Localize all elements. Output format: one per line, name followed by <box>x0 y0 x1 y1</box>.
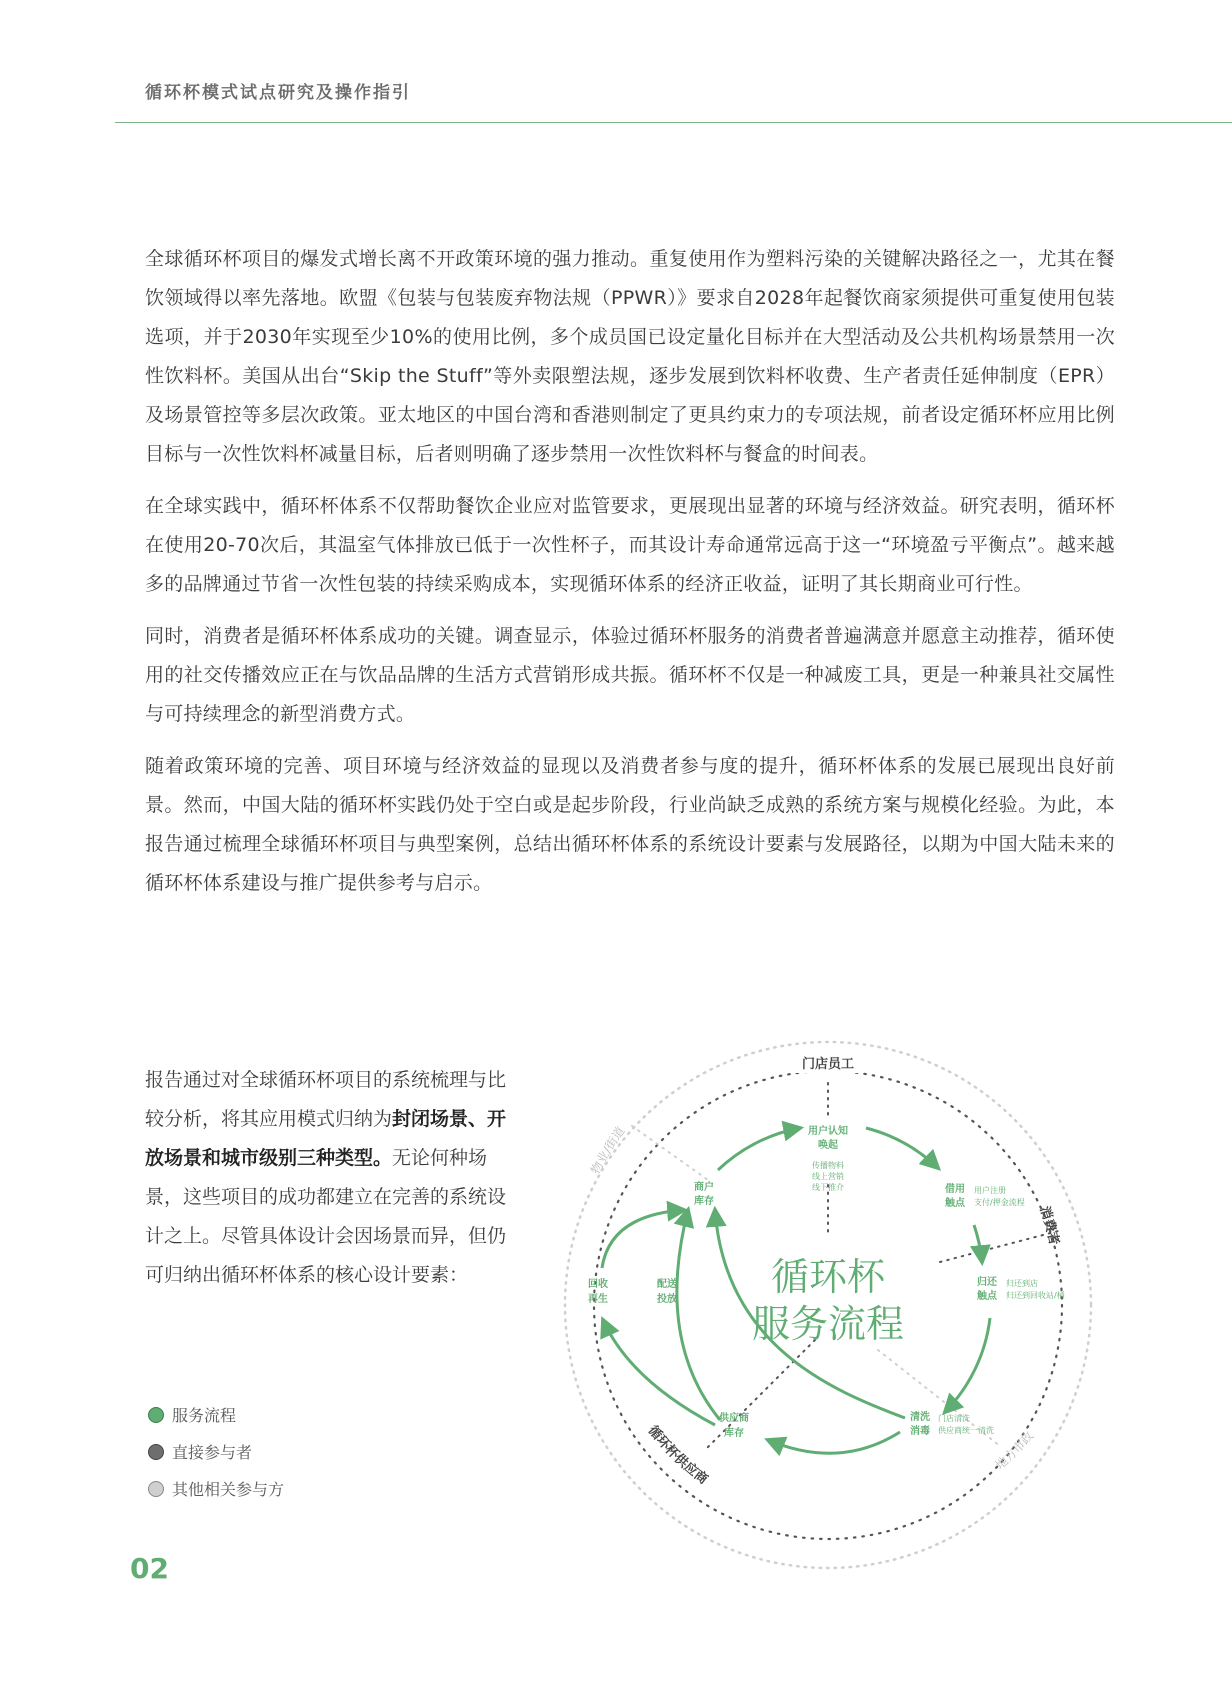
node-delivery-line2: 投放 <box>657 1294 677 1305</box>
flow-arc-delivery <box>677 1210 720 1420</box>
actor-supplier <box>645 1423 711 1488</box>
node-wash-sub1: 门店清洗 <box>938 1414 970 1423</box>
paragraph-outlook: 随着政策环境的完善、项目环境与经济效益的显现以及消费者参与度的提升，循环杯体系的发展已展现出良好前景。然而，中国大陆的循环杯实践仍处于空白或是起步阶段，行业尚缺乏成熟的系统方案与规模化经验。为此，本报告通过梳理全球循环杯项目与典型案例，总结出循环杯体系的系统设计要素与发展路径，以期为中国大陆未来的循环杯体系建设与推广提供参考与启示。 <box>145 755 1115 894</box>
node-return-sub1: 归还到店 <box>1006 1279 1038 1288</box>
header-title: 循环杯模式试点研究及操作指引 <box>145 83 411 103</box>
flow-arc-recycle-to-merchant <box>602 1210 684 1268</box>
other-property <box>587 1124 627 1176</box>
paragraph-benefits: 在全球实践中，循环杯体系不仅帮助餐饮企业应对监管要求，更展现出显著的环境与经济效益。研究表明，循环杯在使用20-70次后，其温室气体排放已低于一次性杯子，而其设计寿命通常远高于这一“环境盈亏平衡点”。越来越多的品牌通过节省一次性包装的持续采购成本，实现循环体系的经济正收益，证明了其长期商业可行性。 <box>145 495 1115 595</box>
actor-consumer-path: 消费者 <box>1036 1204 1062 1247</box>
flow-arc-awareness-to-borrow <box>866 1128 938 1168</box>
link-property <box>632 1126 708 1180</box>
legend-label-direct-participants: 直接参与者 <box>172 1443 253 1462</box>
node-borrow-line1: 借用 <box>945 1184 965 1195</box>
side-text-intro: 报告通过对全球循环杯项目的系统梳理与比较分析，将其应用模式归纳为 <box>145 1069 507 1130</box>
actor-staff: 门店员工 <box>801 1057 855 1072</box>
link-consumer <box>940 1230 1062 1262</box>
node-merchant-stock-line1: 商户 <box>694 1182 714 1193</box>
node-return-sub2: 归还到回收站/桶 <box>1006 1291 1065 1300</box>
node-supplier-stock-line2: 库存 <box>724 1428 744 1439</box>
flow-arc-wash-to-supplier <box>768 1432 900 1453</box>
center-title-line1: 循环杯 <box>770 1255 886 1299</box>
link-supplier <box>705 1340 815 1450</box>
node-wash-line2: 消毒 <box>910 1426 930 1437</box>
paragraph-consumers: 同时，消费者是循环杯体系成功的关键。调查显示，体验过循环杯服务的消费者普遍满意并愿意主动推荐，循环使用的社交传播效应正在与饮品品牌的生活方式营销形成共振。循环杯不仅是一种减废工具，更是一种兼具社交属性与可持续理念的新型消费方式。 <box>145 625 1115 725</box>
node-recycle-line2: 再生 <box>588 1294 608 1305</box>
node-recycle-line1: 回收 <box>588 1279 608 1290</box>
flow-arc-recycle <box>603 1320 715 1425</box>
legend-label-other-parties: 其他相关参与方 <box>172 1480 285 1499</box>
page-number: 02 <box>130 1552 169 1585</box>
other-government <box>992 1428 1036 1472</box>
node-return-line2: 触点 <box>977 1291 997 1302</box>
node-awareness-sub1: 传播物料 <box>812 1161 844 1170</box>
other-government-path: 地方市政 <box>992 1428 1037 1473</box>
legend-label-service-flow: 服务流程 <box>172 1406 237 1425</box>
flow-arc-stock-to-awareness <box>718 1128 800 1170</box>
center-title-line2: 服务流程 <box>751 1302 905 1346</box>
node-awareness-line1: 用户认知 <box>808 1126 848 1137</box>
flow-arc-return-to-wash <box>945 1318 990 1412</box>
node-borrow-sub1: 用户注册 <box>974 1186 1006 1195</box>
node-awareness-sub2: 线上营销 <box>812 1172 844 1181</box>
flow-arc-borrow-to-return <box>974 1225 982 1262</box>
node-merchant-stock-line2: 库存 <box>694 1196 714 1207</box>
paragraph-policy: 全球循环杯项目的爆发式增长离不开政策环境的强力推动。重复使用作为塑料污染的关键解决路径之一，尤其在餐饮领域得以率先落地。欧盟《包装与包装废弃物法规（PPWR）》要求自2028年起餐饮商家须提供可重复使用包装选项，并于2030年实现至少10%的使用比例，多个成员国已设定量化目标并在大型活动及公共机构场景禁用一次性饮料杯。美国从出台“Skip the Stuff”等外卖限塑法规，逐步发展到饮料杯收费、生产者责任延伸制度（EPR）及场景管控等多层次政策。亚太地区的中国台湾和香港则制定了更具约束力的专项法规，前者设定循环杯应用比例目标与一次性饮料杯减量目标，后者则明确了逐步禁用一次性饮料杯与餐盒的时间表。 <box>145 248 1115 465</box>
node-wash-sub2: 供应商统一清洗 <box>938 1426 994 1435</box>
side-text-conclusion: 无论何种场景，这些项目的成功都建立在完善的系统设计之上。尽管具体设计会因场景而异，但仍可归纳出循环杯体系的核心设计要素： <box>145 1147 507 1286</box>
node-borrow-line2: 触点 <box>945 1198 965 1209</box>
side-text-highlight: 封闭场景、开放场景和城市级别三种类型。 <box>145 1108 507 1169</box>
actor-consumer <box>1036 1204 1062 1246</box>
node-borrow-sub2: 支付/押金流程 <box>974 1198 1025 1207</box>
node-return-line1: 归还 <box>977 1277 997 1288</box>
node-wash-line1: 清洗 <box>910 1412 930 1423</box>
node-awareness-line2: 唤起 <box>818 1140 838 1151</box>
other-property-path: 物业/街道 <box>588 1124 628 1177</box>
actor-supplier-path: 循环杯供应商 <box>644 1423 711 1488</box>
node-awareness-sub3: 线下推介 <box>812 1183 844 1192</box>
node-supplier-stock-line1: 供应商 <box>719 1413 749 1424</box>
node-delivery-line1: 配送 <box>657 1279 677 1290</box>
